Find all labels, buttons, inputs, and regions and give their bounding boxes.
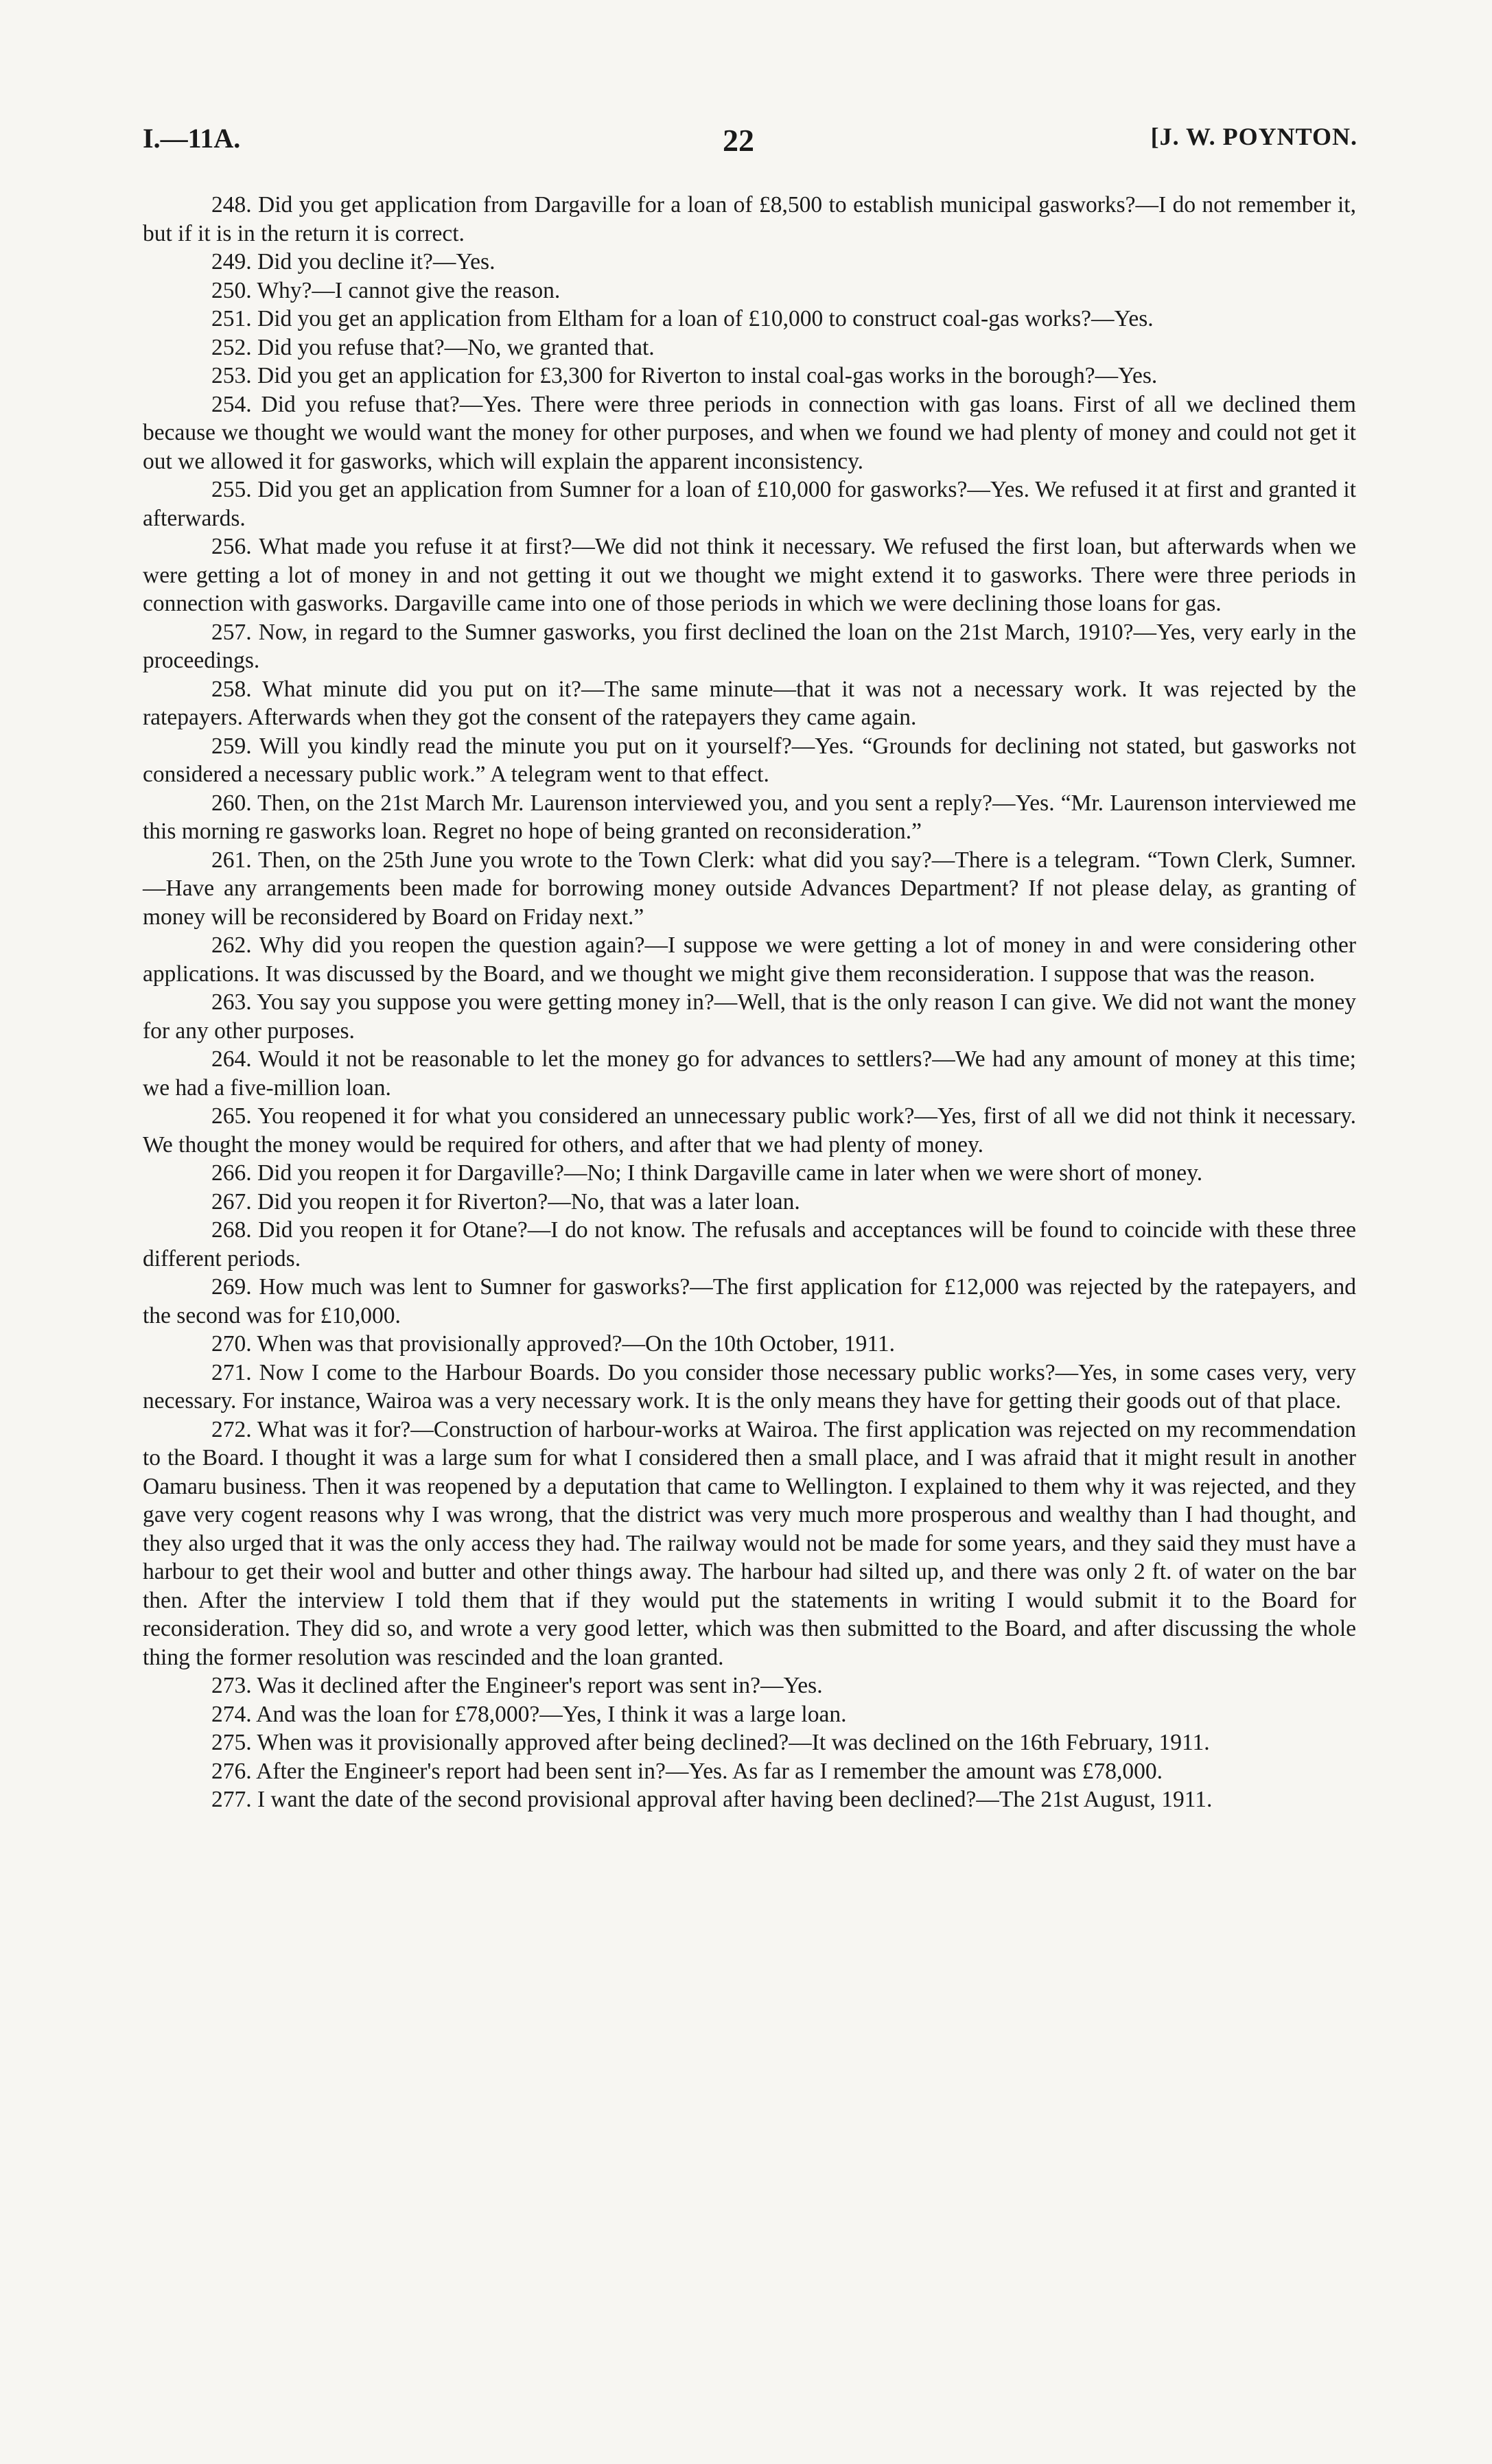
question-252: 252. Did you refuse that?—No, we granted that.: [211, 334, 655, 360]
question-260: 260. Then, on the 21st March Mr. Laurenson interviewed you, and you sent a reply?—Yes. “Mr. Laurenson interviewed me this morning re gasworks loan. Regret no hope of being granted on reconsideration.”: [143, 790, 1356, 844]
question-254: 254. Did you refuse that?—Yes. There were three periods in connection with gas loans. First of all we declined them because we thought we would want the money for other purposes, and when we found we had plenty of money and could not get it out we allowed it for gasworks, which will explain the apparent inconsistency.: [143, 391, 1356, 474]
question-269: 269. How much was lent to Sumner for gasworks?—The first application for £12,000 was rejected by the ratepayers, and the second was for £10,000.: [143, 1274, 1356, 1328]
question-274: 274. And was the loan for £78,000?—Yes, I think it was a large loan.: [211, 1701, 847, 1727]
document-reference: I.—11A.: [143, 123, 241, 154]
question-266: 266. Did you reopen it for Dargaville?—No; I think Dargaville came in later when we were short of money.: [211, 1160, 1203, 1186]
question-261: 261. Then, on the 25th June you wrote to the Town Clerk: what did you say?—There is a telegram. “Town Clerk, Sumner.—Have any arrangements been made for borrowing money outside Advances Department? If not please delay, as granting of money will be reconsidered by Board on Friday next.”: [143, 847, 1356, 930]
question-255: 255. Did you get an application from Sumner for a loan of £10,000 for gasworks?—Yes. We refused it at first and granted it afterwards.: [143, 477, 1356, 531]
witness-name: [J. W. POYNTON.: [1150, 123, 1357, 150]
question-253: 253. Did you get an application for £3,300 for Riverton to instal coal-gas works in the borough?—Yes.: [211, 363, 1158, 388]
page-header: [143, 122, 1357, 163]
question-271: 271. Now I come to the Harbour Boards. Do you consider those necessary public works?—Yes, in some cases very, very necessary. For instance, Wairoa was a very necessary work. It is the only means they have for getting their goods out of that place.: [143, 1359, 1356, 1413]
question-267: 267. Did you reopen it for Riverton?—No, that was a later loan.: [211, 1188, 800, 1215]
question-275: 275. When was it provisionally approved after being declined?—It was declined on the 16th February, 1911.: [211, 1730, 1210, 1755]
question-262: 262. Why did you reopen the question again?—I suppose we were getting a lot of money in and were considering other applications. It was discussed by the Board, and we thought we might give them reconsideration. I suppose that was the reason.: [143, 932, 1356, 987]
question-251: 251. Did you get an application from Eltham for a loan of £10,000 to construct coal-gas works?—Yes.: [211, 306, 1154, 331]
question-270: 270. When was that provisionally approved?—On the 10th October, 1911.: [211, 1331, 896, 1357]
question-272: 272. What was it for?—Construction of harbour-works at Wairoa. The first application was rejected on my recommendation to the Board. I thought it was a large sum for what I considered then a small place, and I was afraid that it might result in another Oamaru business. Then it was reopened by a deputation that came to Wellington. I explained to them why it was rejected, and they gave very cogent reasons why I was wrong, that the district was very much more prosperous and wealthy than I had thought, and they also urged that it was the only access they had. The railway would not be made for some years, and they said they must have a harbour to get their wool and butter and other things away. The harbour had silted up, and there was only 2 ft. of water on the bar then. After the interview I told them that if they would put the statements in writing I would submit it to the Board for reconsideration. They did so, and wrote a very good letter, which was then submitted to the Board, and after discussing the whole thing the former resolution was rescinded and the loan granted.: [143, 1416, 1356, 1670]
question-277: 277. I want the date of the second provisional approval after having been declined?—The 21st August, 1911.: [211, 1787, 1213, 1812]
question-257: 257. Now, in regard to the Sumner gasworks, you first declined the loan on the 21st March, 1910?—Yes, very early in the proceedings.: [143, 619, 1356, 673]
question-256: 256. What made you refuse it at first?—We did not think it necessary. We refused the first loan, but afterwards when we were getting a lot of money in and not getting it out we thought we might extend it to gasworks. There were three periods in connection with gasworks. Dargaville came into one of those periods in which we were declining those loans for gas.: [143, 534, 1356, 616]
question-248: 248. Did you get application from Dargaville for a loan of £8,500 to establish municipal gasworks?—I do not remember it, but if it is in the return it is correct.: [143, 192, 1356, 246]
question-273: 273. Was it declined after the Engineer's report was sent in?—Yes.: [211, 1673, 823, 1698]
question-263: 263. You say you suppose you were getting money in?—Well, that is the only reason I can give. We did not want the money for any other purposes.: [143, 989, 1356, 1044]
question-258: 258. What minute did you put on it?—The same minute—that it was not a necessary work. It was rejected by the ratepayers. Afterwards when they got the consent of the ratepayers they came again.: [143, 676, 1356, 730]
question-276: 276. After the Engineer's report had been sent in?—Yes. As far as I remember the amount was £78,000.: [211, 1758, 1163, 1784]
question-265: 265. You reopened it for what you considered an unnecessary public work?—Yes, first of all we did not think it necessary. We thought the money would be required for others, and after that we had plenty of money.: [143, 1103, 1356, 1158]
testimony-body: [143, 191, 1356, 1814]
question-259: 259. Will you kindly read the minute you put on it yourself?—Yes. “Grounds for declining not stated, but gasworks not considered a necessary public work.” A telegram went to that effect.: [143, 733, 1356, 787]
question-264: 264. Would it not be reasonable to let the money go for advances to settlers?—We had any amount of money at this time; we had a five-million loan.: [143, 1046, 1356, 1101]
question-268: 268. Did you reopen it for Otane?—I do not know. The refusals and acceptances will be found to coincide with these three different periods.: [143, 1217, 1356, 1271]
page-number: 22: [723, 123, 754, 158]
question-249: 249. Did you decline it?—Yes.: [211, 249, 496, 274]
question-250: 250. Why?—I cannot give the reason.: [211, 277, 561, 303]
